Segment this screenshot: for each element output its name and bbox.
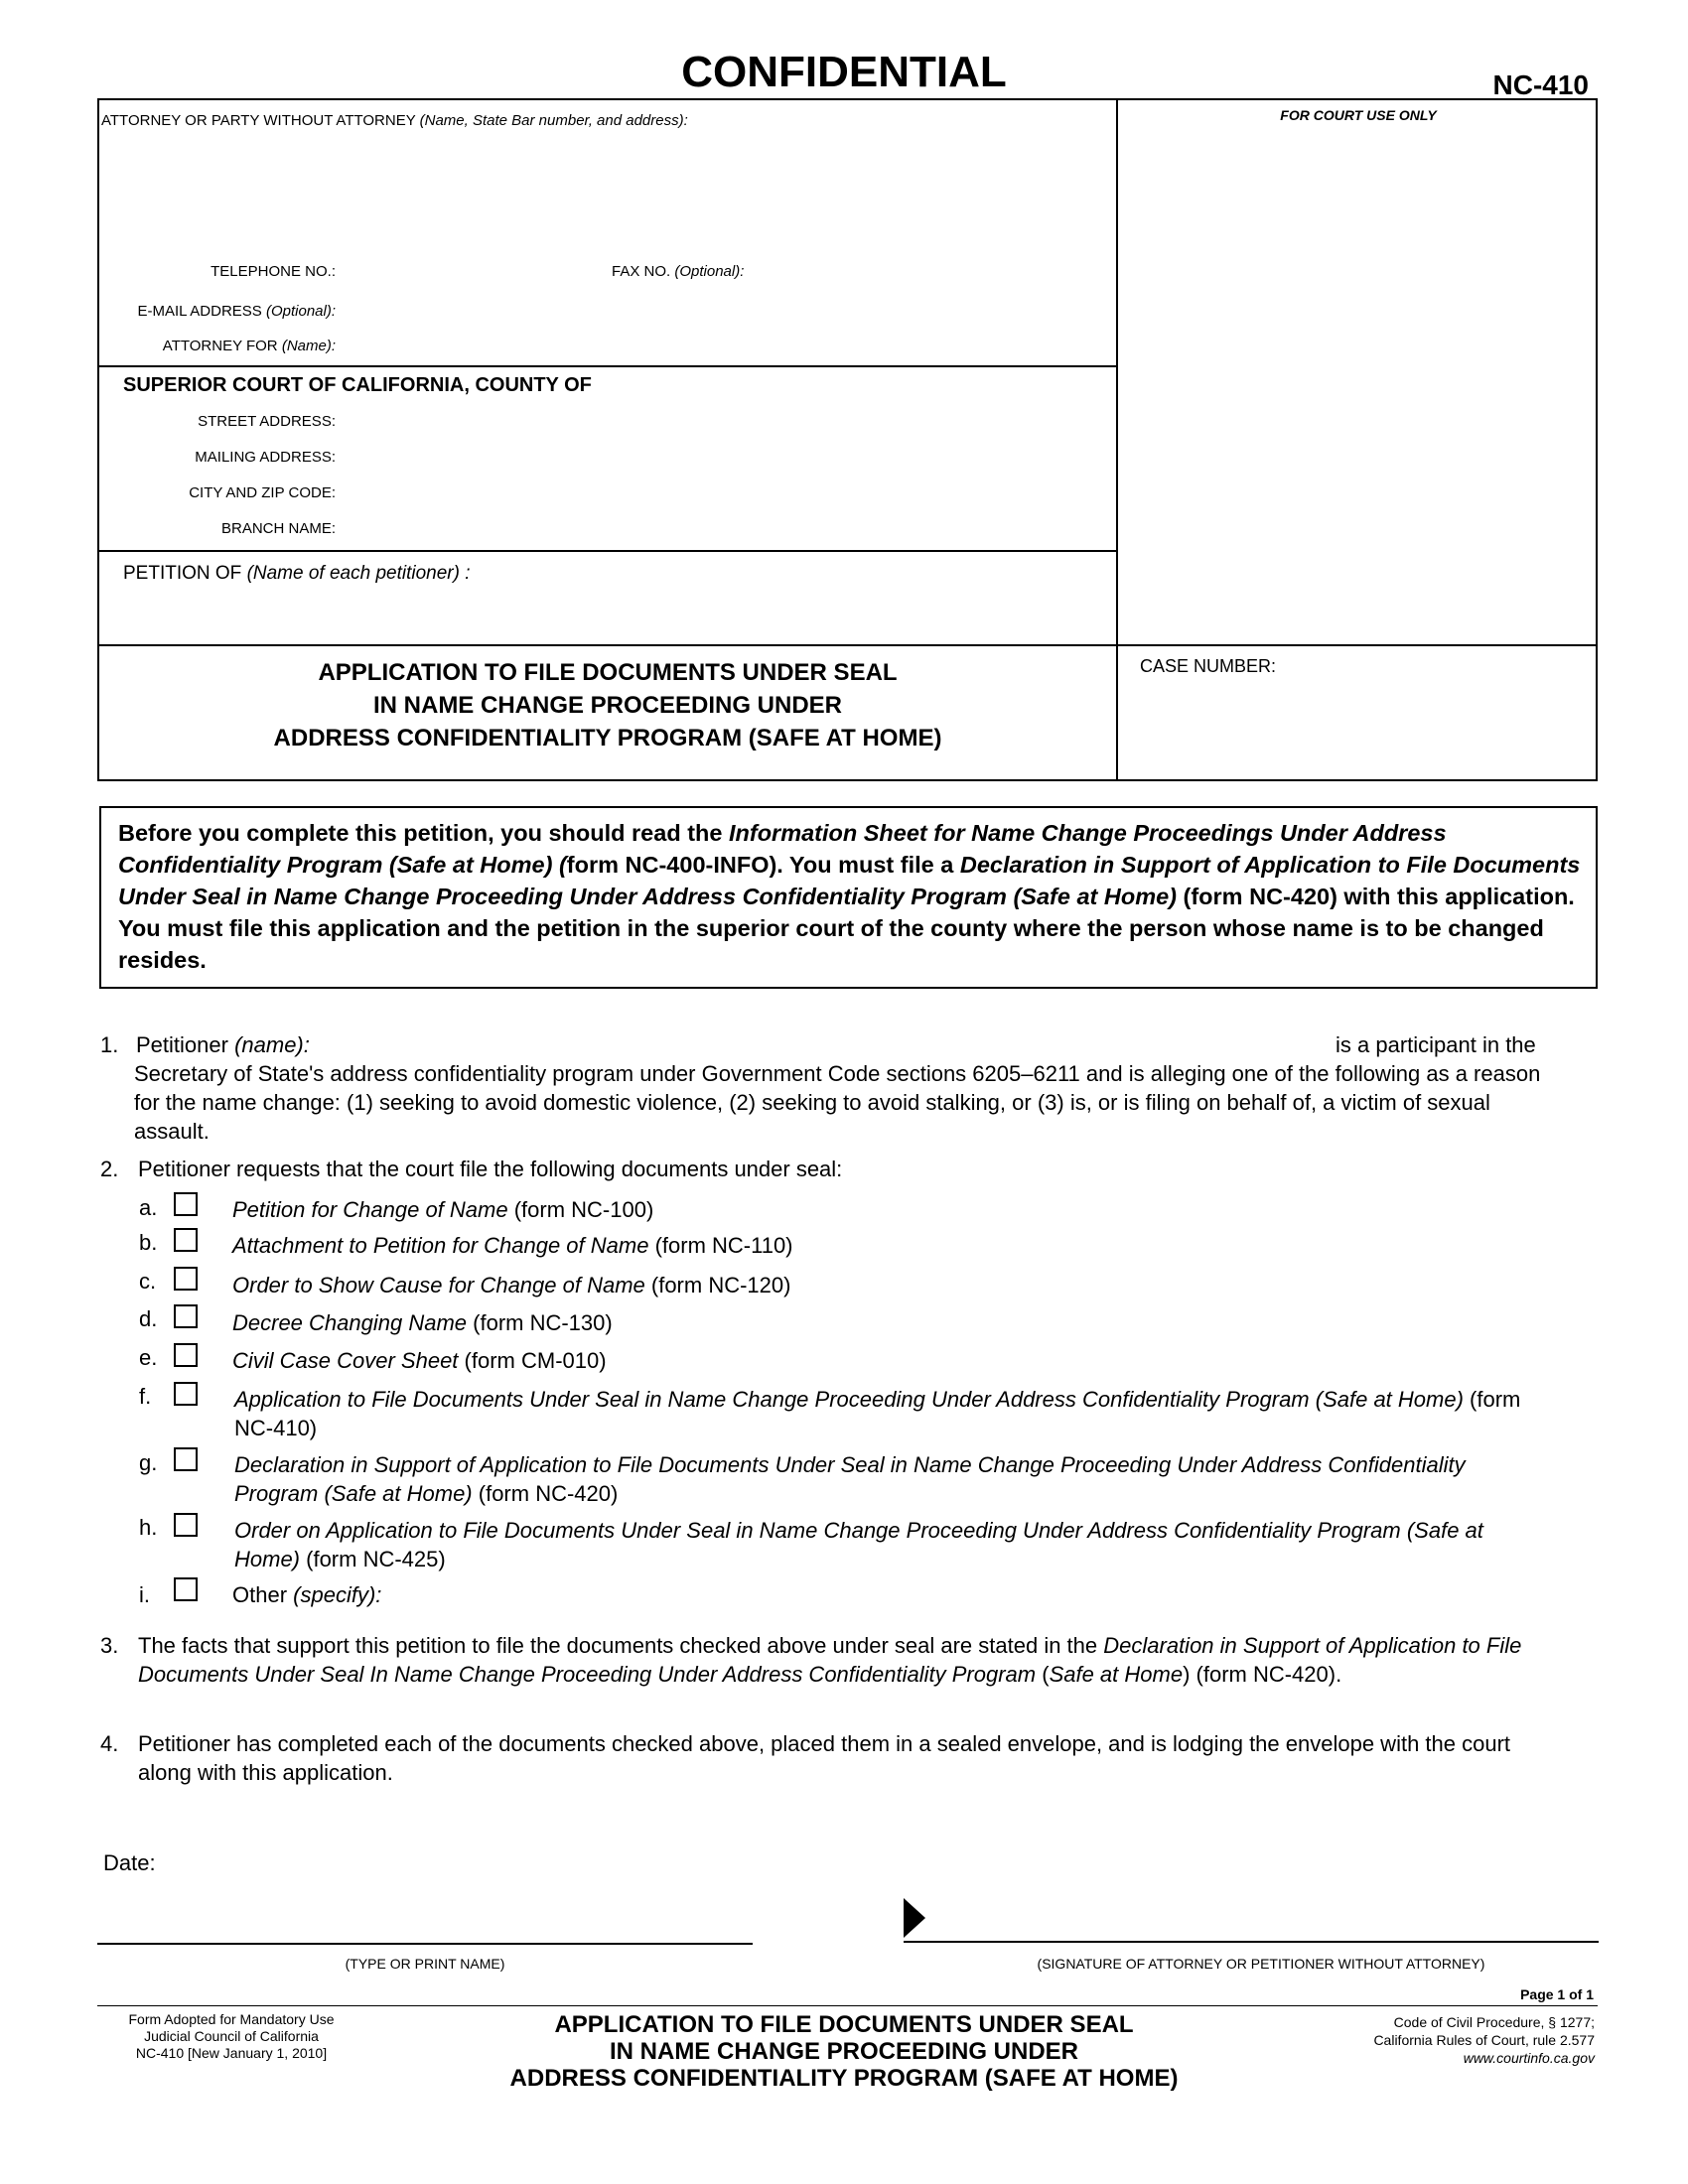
attorney-label: ATTORNEY OR PARTY WITHOUT ATTORNEY (Name, State Bar number, and address): [101,112,688,129]
petition-of-field[interactable] [123,588,1106,637]
date-label: Date: [103,1850,156,1875]
option-b-letter: b. [139,1230,158,1255]
form-title: APPLICATION TO FILE DOCUMENTS UNDER SEAL IN NAME CHANGE PROCEEDING UNDER ADDRESS CONFIDENTIALITY PROGRAM (SAFE AT HOME) [273,659,942,751]
attorney-for-label: ATTORNEY FOR (Name): [162,338,336,354]
option-e-letter: e. [139,1345,158,1370]
item-1-text: Secretary of State's address confidentiality program under Government Code sections 6205–6211 and is alleging one of the following as a reason for the name change: (1) seeking to avoid domestic violence, (2) seeking to avoid stalking, or (3) is, or is filing on behalf of, a victim of sexual assault. [134,1061,1541,1144]
option-c-label: Order to Show Cause for Change of Name (form NC-120) [232,1273,791,1297]
option-f-label: Application to File Documents Under Seal in Name Change Proceeding Under Address Confidentiality Program (Safe at Home) (form NC-410) [234,1387,1521,1440]
item-3-number: 3. [100,1633,119,1658]
option-b-label: Attachment to Petition for Change of Name (form NC-110) [232,1233,793,1258]
option-e-checkbox[interactable] [174,1343,198,1367]
attorney-name-field[interactable] [101,133,1104,250]
item-2-number: 2. [100,1157,119,1181]
option-d-letter: d. [139,1306,158,1331]
option-i-checkbox[interactable] [174,1577,198,1601]
item-2-text: Petitioner requests that the court file the following documents under seal: [138,1157,843,1181]
footer-left: Form Adopted for Mandatory Use Judicial Council of California NC-410 [New January 1, 2010] [128,2011,335,2061]
option-b-checkbox[interactable] [174,1228,198,1252]
telephone-label: TELEPHONE NO.: [211,263,336,280]
option-h-checkbox[interactable] [174,1513,198,1537]
item-4-number: 4. [100,1731,119,1756]
divider-court-petition [97,550,1117,552]
form-number: NC-410 [1492,69,1589,100]
item-1-participant-text: is a participant in the [1336,1032,1536,1057]
option-i-letter: i. [139,1582,150,1607]
confidential-heading: CONFIDENTIAL [681,48,1007,96]
option-c-letter: c. [139,1269,157,1294]
case-number-label: CASE NUMBER: [1140,656,1277,676]
caption-vertical-divider [1116,98,1118,781]
case-number-field[interactable] [1132,685,1584,769]
option-c-checkbox[interactable] [174,1267,198,1291]
item-4-text: Petitioner has completed each of the documents checked above, placed them in a sealed envelope, and is lodging the envelope with the court along with this application. [138,1731,1511,1785]
footer-right: Code of Civil Procedure, § 1277; California Rules of Court, rule 2.577 www.courtinfo.ca.gov [1241,2013,1595,2067]
mailing-address-label: MAILING ADDRESS: [195,449,336,466]
petition-of-label: PETITION OF (Name of each petitioner) : [123,563,471,584]
signature-line [904,1941,1599,1943]
petitioner-name-field[interactable] [343,1028,1326,1058]
option-h-letter: h. [139,1515,158,1540]
page-indicator: Page 1 of 1 [1520,1986,1594,2002]
option-f-checkbox[interactable] [174,1382,198,1406]
email-label: E-MAIL ADDRESS (Optional): [137,303,336,320]
other-specify-field[interactable] [407,1576,1579,1606]
courtinfo-link[interactable]: www.courtinfo.ca.gov [1463,2050,1595,2066]
item-1-number: 1. [100,1032,119,1057]
option-e-label: Civil Case Cover Sheet (form CM-010) [232,1348,607,1373]
notice-box: Before you complete this petition, you should read the Information Sheet for Name Change Proceedings Under Address Confidentiality Program (Safe at Home) (form NC-400-INFO). You must file a Declaration in Support of Application to File Documents Under Seal in Name Change Proceeding Under Address Confidentiality Program (Safe at Home) (form NC-420) with this application. You must file this application and the petition in the superior court of the county where the person whose name is to be changed resides. [99,806,1598,989]
city-zip-label: CITY AND ZIP CODE: [189,484,336,501]
date-field[interactable] [174,1844,670,1874]
option-d-checkbox[interactable] [174,1304,198,1328]
type-name-field[interactable] [97,1906,753,1942]
signature-field[interactable] [904,1901,1599,1941]
option-d-label: Decree Changing Name (form NC-130) [232,1310,613,1335]
option-a-label: Petition for Change of Name (form NC-100) [232,1197,654,1222]
type-name-line [97,1943,753,1945]
fax-label: FAX NO. (Optional): [612,263,745,280]
signature-caption: (SIGNATURE OF ATTORNEY OR PETITIONER WITHOUT ATTORNEY) [1037,1956,1485,1972]
divider-petition-title [97,644,1598,646]
item-3-text: The facts that support this petition to file the documents checked above under seal are stated in the Declaration in Support of Application to File Documents Under Seal In Name Change Proceeding Under Address Confidentiality Program (Safe at Home) (form NC-420). [138,1633,1522,1687]
option-g-label: Declaration in Support of Application to File Documents Under Seal in Name Change Proceeding Under Address Confidentiality Program (Safe at Home) (form NC-420) [234,1452,1466,1506]
court-use-label: FOR COURT USE ONLY [1280,107,1437,123]
footer-title: APPLICATION TO FILE DOCUMENTS UNDER SEAL IN NAME CHANGE PROCEEDING UNDER ADDRESS CONFIDENTIALITY PROGRAM (SAFE AT HOME) [509,2011,1179,2092]
option-a-checkbox[interactable] [174,1192,198,1216]
option-i-label: Other (specify): [232,1582,382,1607]
branch-name-label: BRANCH NAME: [220,520,336,537]
item-1-petitioner-label: Petitioner (name): [136,1032,310,1057]
court-title: SUPERIOR COURT OF CALIFORNIA, COUNTY OF [123,374,592,396]
option-h-label: Order on Application to File Documents Under Seal in Name Change Proceeding Under Address Confidentiality Program (Safe at Home) (form NC-425) [234,1518,1483,1571]
street-address-label: STREET ADDRESS: [198,413,336,430]
option-a-letter: a. [139,1195,158,1220]
option-g-checkbox[interactable] [174,1447,198,1471]
type-name-caption: (TYPE OR PRINT NAME) [345,1956,505,1972]
telephone-field[interactable] [340,258,598,284]
option-g-letter: g. [139,1450,158,1475]
footer-rule [97,2005,1598,2006]
divider-attorney-court [97,365,1117,367]
option-f-letter: f. [139,1384,152,1409]
